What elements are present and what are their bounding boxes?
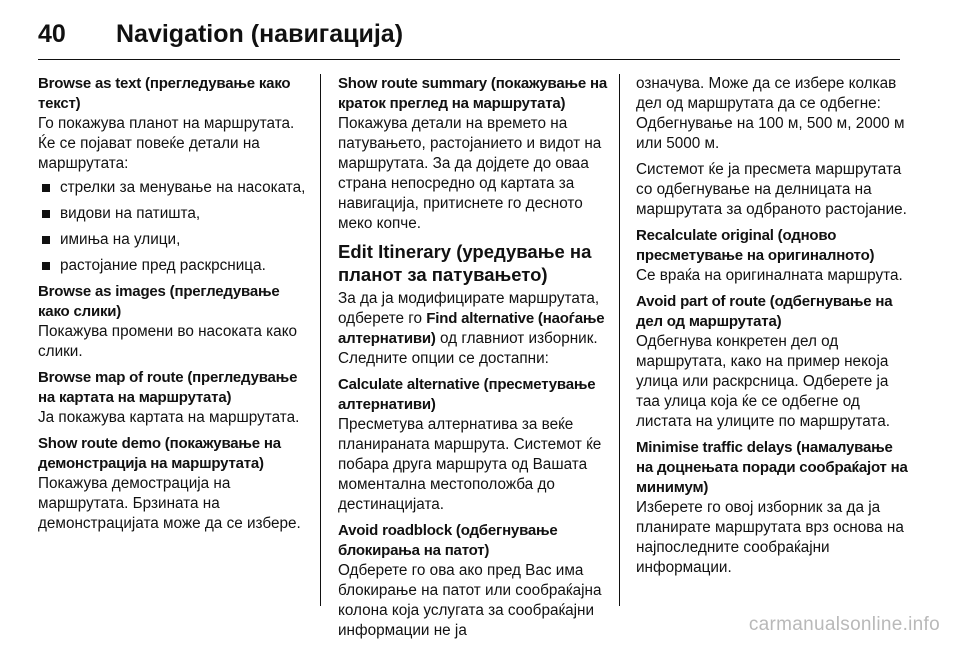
entry-avoid-part-of-route [636, 292, 908, 432]
entry-description: Одбегнува конкретен дел од маршрутата, како на пример некоја улица или раскрсница. Одберете ја таа улица која ќе се одбегне од листата на улиците по маршрутата. [636, 333, 891, 430]
entry-description: Покажува промени во насоката како слики. [38, 323, 298, 360]
list-item: видови на патишта, [38, 204, 310, 224]
entry-browse-as-text [38, 74, 310, 276]
intro-bold-term: Find alternative (наоѓање алтернативи) [338, 310, 605, 347]
section-intro [338, 289, 608, 369]
entry-term: Avoid part of route (одбегнување на дел од маршрутата) [636, 293, 893, 330]
column-divider-2 [619, 74, 620, 606]
entry-term: Calculate alternative (пресметување алтернативи) [338, 376, 596, 413]
entry-calculate-alternative [338, 375, 608, 515]
column-divider-1 [320, 74, 321, 606]
entry-description: Се враќа на оригиналната маршрута. [636, 267, 903, 284]
entry-description: Одберете го ова ако пред Вас има блокирање на патот или сообраќајна колона која услугата за сообраќајни информации не ја [338, 562, 602, 639]
entry-term: Avoid roadblock (одбегнување блокирања на патот) [338, 522, 558, 559]
column-2 [338, 74, 608, 647]
watermark: carmanualsonline.info [748, 614, 940, 635]
bullet-list [38, 178, 310, 276]
list-item: растојание пред раскрсница. [38, 256, 310, 276]
list-item: имиња на улици, [38, 230, 310, 250]
entry-description: Ја покажува картата на маршрутата. [38, 409, 300, 426]
entry-description: Покажува детали на времето на патувањето, растојанието и видот на маршрутата. За да дојдете до оваа страна непосредно од картата за навигација, притиснете го десното меко копче. [338, 115, 602, 232]
entry-term: Show route demo (покажување на демонстрација на маршрутата) [38, 435, 281, 472]
entry-description: Го покажува планот на маршрутата. Ќе се појават повеќе детали на маршрутата: [38, 115, 295, 172]
entry-term: Show route summary (покажување на краток преглед на маршрутата) [338, 75, 608, 112]
section-heading: Edit Itinerary (уредување на планот за патувањето) [338, 241, 592, 285]
intro-text: За да ја модифицирате маршрутата, одберете го [338, 290, 600, 327]
entry-minimise-traffic-delays [636, 438, 908, 578]
entry-term: Browse map of route (прегледување на картата на маршрутата) [38, 369, 298, 406]
list-item: стрелки за менување на насоката, [38, 178, 310, 198]
column-3 [636, 74, 908, 584]
entry-avoid-roadblock [338, 521, 608, 641]
entry-browse-map-of-route [38, 368, 310, 428]
entry-description: Покажува демострација на маршрутата. Брзината на демонстрацијата може да се избере. [38, 475, 301, 532]
column-1 [38, 74, 310, 540]
entry-term: Recalculate original (одново пресметување на оригиналното) [636, 227, 875, 264]
entry-browse-as-images [38, 282, 310, 362]
intro-text: од главниот изборник. Следните опции се достапни: [338, 330, 598, 367]
page-number: 40 [38, 19, 66, 48]
entry-recalculate-original [636, 226, 908, 286]
paragraph: означува. Може да се избере колкав дел од маршрутата да се одбегне: Одбегнување на 100 м, 500 м, 2000 м или 5000 м. [636, 75, 905, 152]
entry-show-route-demo [38, 434, 310, 534]
paragraph: Системот ќе ја пресмета маршрутата со одбегнување на делницата на маршрутата за одбраното растојание. [636, 161, 907, 218]
header-divider [38, 59, 900, 60]
entry-description: Пресметува алтернатива за веќе планираната маршрута. Системот ќе побара друга маршрута од Вашата моментална местоположба до дестинацијата. [338, 416, 602, 513]
entry-term: Browse as images (прегледување како слики) [38, 283, 280, 320]
entry-description: Изберете го овој изборник за да ја планирате маршрутата врз основа на најпоследните сообраќајни информации. [636, 499, 904, 576]
entry-term: Minimise traffic delays (намалување на доцнењата поради сообраќајот на минимум) [636, 439, 908, 496]
entry-show-route-summary [338, 74, 608, 234]
page-title: Navigation (навигација) [116, 19, 404, 48]
entry-term: Browse as text (прегледување како текст) [38, 75, 291, 112]
page-header [38, 14, 908, 54]
